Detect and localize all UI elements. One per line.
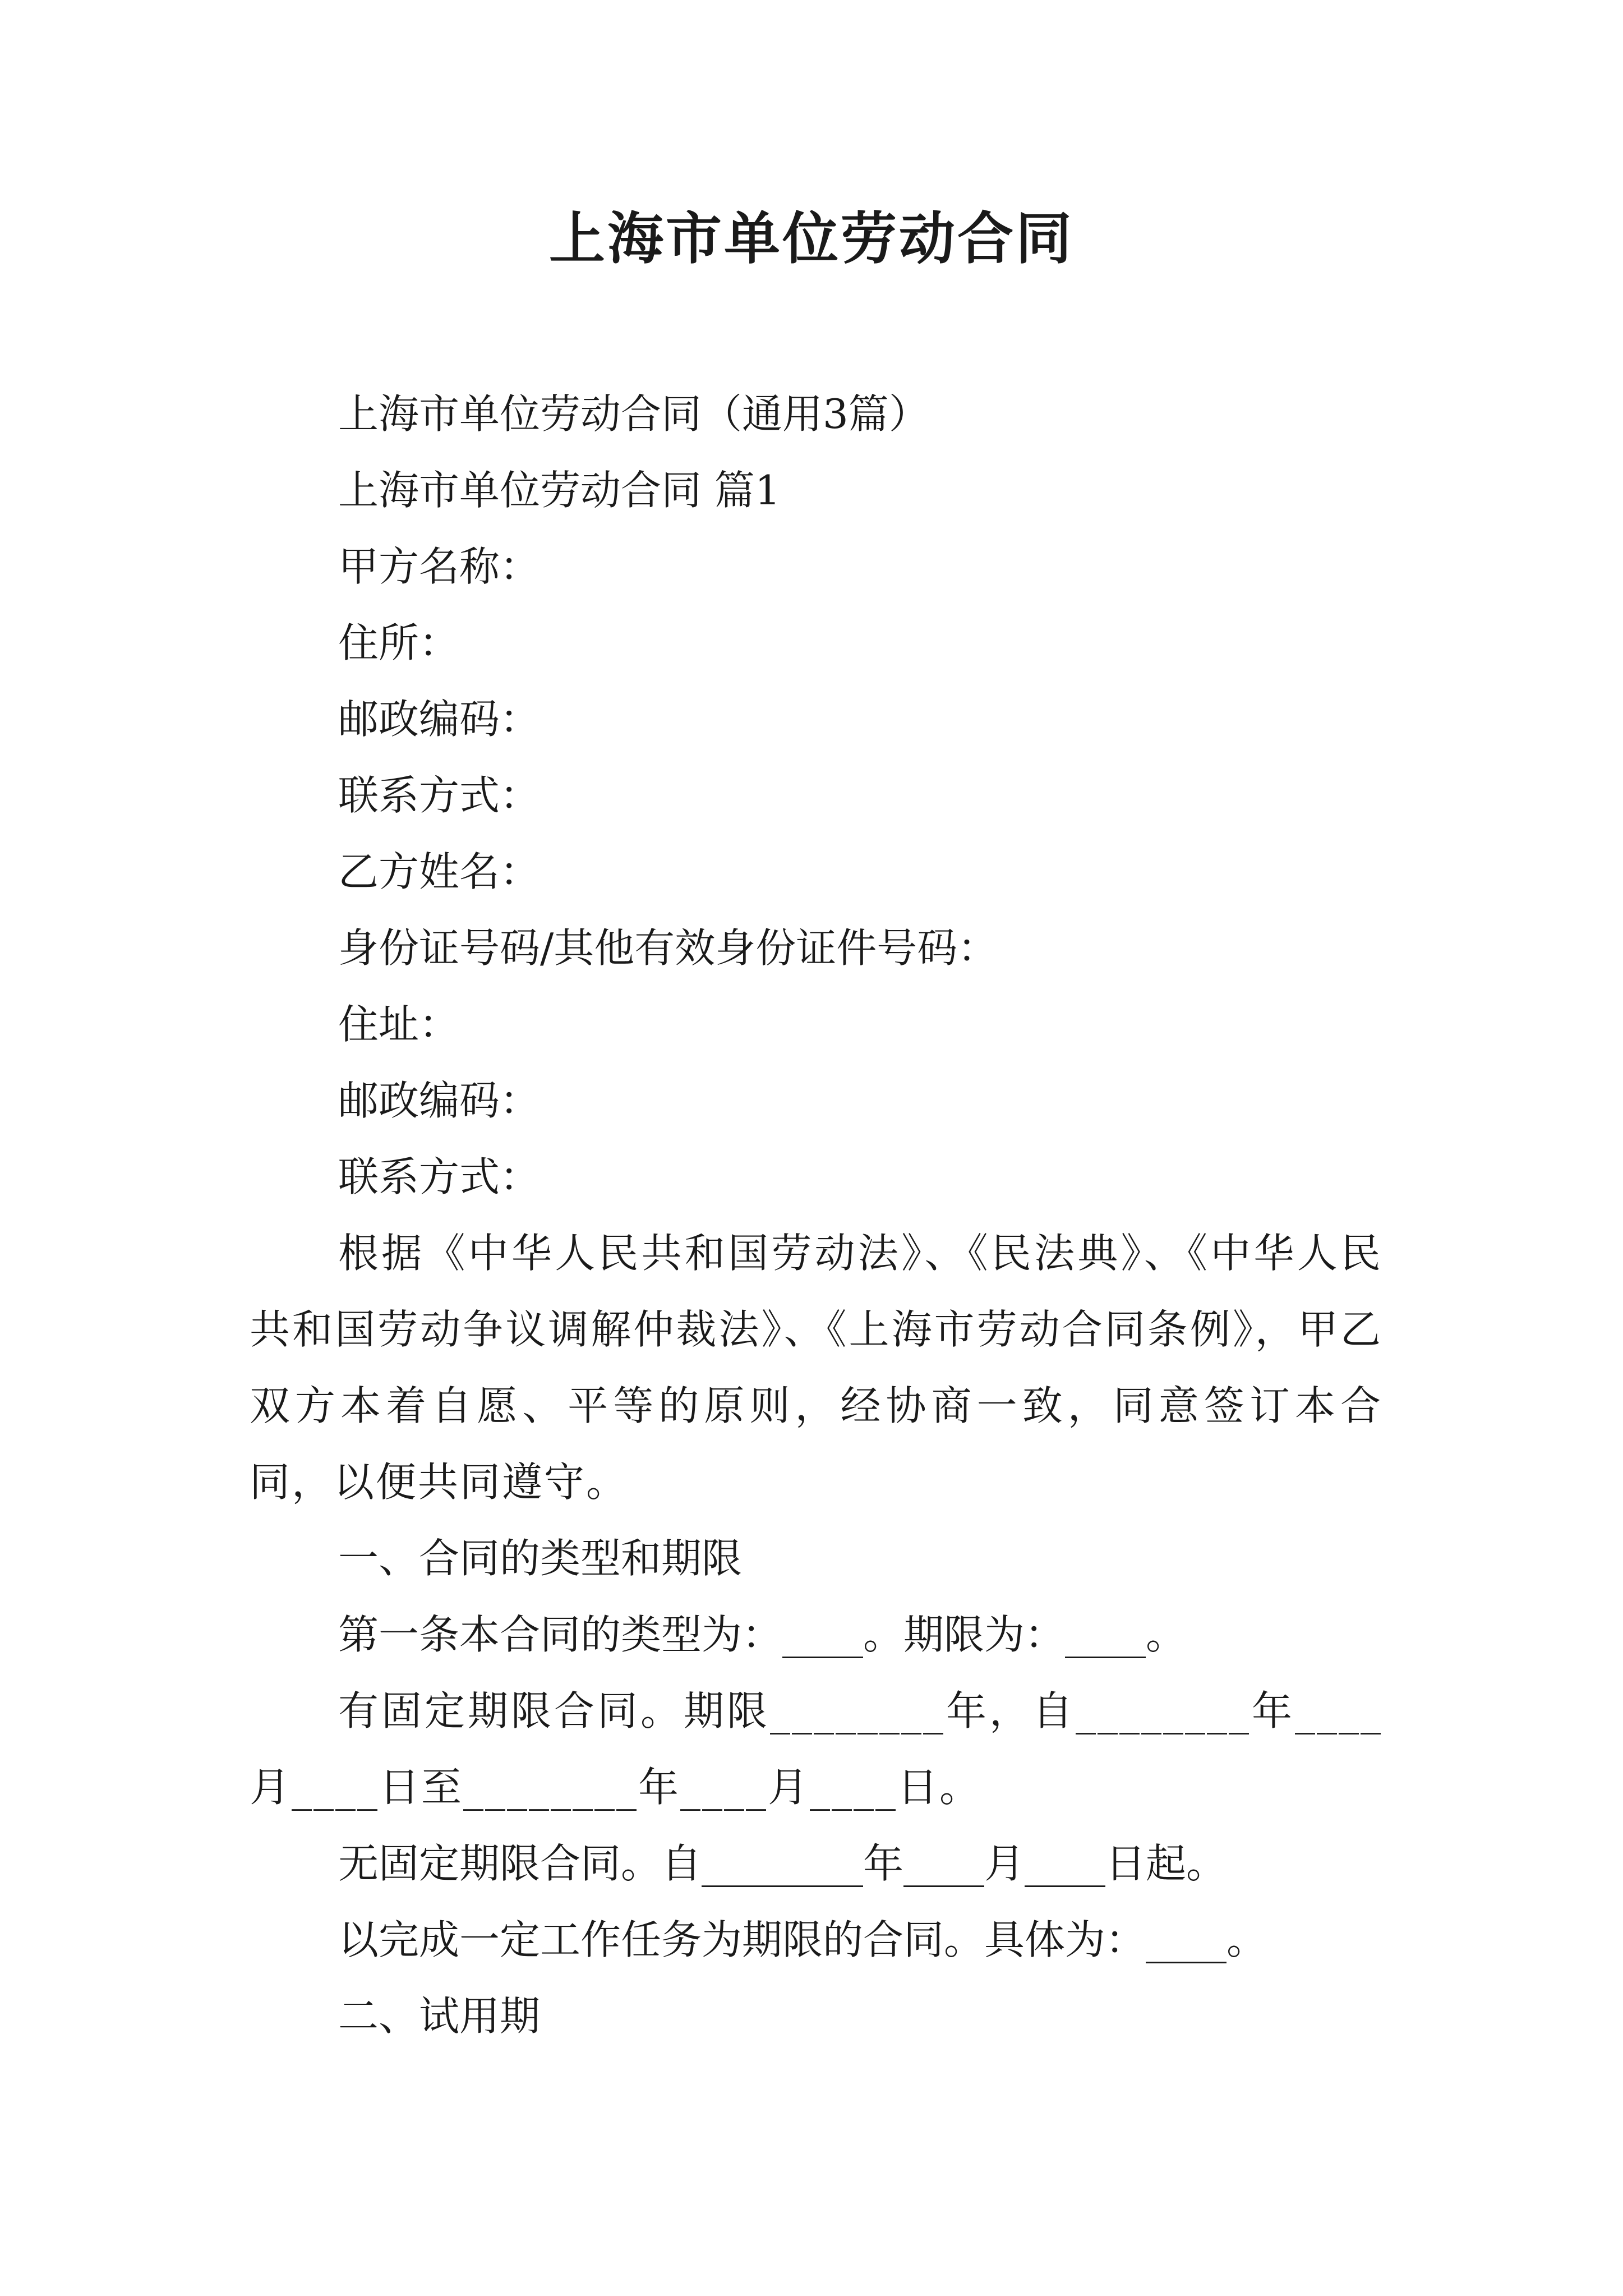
article-one-paragraph: 第一条本合同的类型为：____。期限为：____。 [338, 1611, 1187, 1658]
section-two-heading: 二、试用期 [338, 1993, 541, 2040]
party-b-address-field: 住址： [338, 1001, 460, 1048]
subtitle-paragraph: 上海市单位劳动合同（通用3篇） [338, 390, 929, 438]
party-a-address-field: 住所： [338, 619, 460, 666]
fixed-term-paragraph: 有固定期限合同。期限________年，自________年____月____日至________年____月____日。 [250, 1687, 1382, 1811]
party-b-id-field: 身份证号码/其他有效身份证件号码： [338, 924, 998, 972]
party-b-postcode-field: 邮政编码： [338, 1077, 541, 1124]
open-term-paragraph: 无固定期限合同。自________年____月____日起。 [338, 1840, 1227, 1887]
party-a-name-field: 甲方名称： [338, 543, 541, 590]
party-a-contact-field: 联系方式： [338, 772, 541, 819]
party-b-contact-field: 联系方式： [338, 1153, 541, 1200]
legal-basis-paragraph: 根据《中华人民共和国劳动法》、《民法典》、《中华人民共和国劳动争议调解仲裁法》、《上海市劳动合同条例》，甲乙双方本着自愿、平等的原则，经协商一致，同意签订本合同，以便共同遵守。 [250, 1230, 1382, 1506]
section-heading-paragraph: 上海市单位劳动合同 篇1 [338, 467, 781, 514]
section-one-heading: 一、合同的类型和期限 [338, 1535, 743, 1582]
document-title: 上海市单位劳动合同 [549, 205, 1074, 272]
document-body [250, 376, 1382, 2054]
party-b-name-field: 乙方姓名： [338, 848, 541, 895]
party-a-postcode-field: 邮政编码： [338, 696, 541, 743]
task-term-paragraph: 以完成一定工作任务为期限的合同。具体为：____。 [338, 1916, 1267, 1963]
